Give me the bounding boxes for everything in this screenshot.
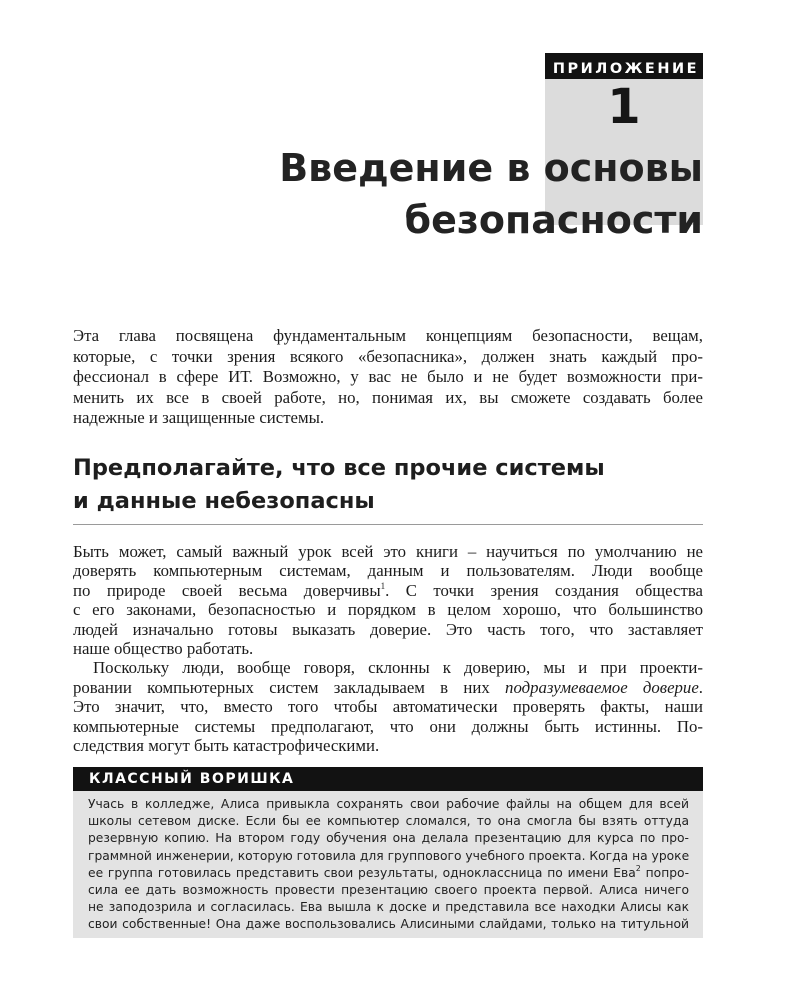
body-line: наше общество работать.	[73, 638, 254, 658]
intro-line: надежные и защищенные системы.	[73, 408, 325, 427]
sidebar-line: резервную копию. На втором году обучения она делала презентацию для курса по про-	[88, 831, 689, 846]
body-line: Поскольку люди, вообще говоря, склонны к доверию, мы и при проекти-	[93, 658, 703, 678]
intro-line: которые, с точки зрения всякого «безопасника», должен знать каждый про-	[73, 346, 703, 366]
sidebar-text	[88, 796, 689, 934]
body-line-text: . С точки зрения создания общества	[385, 580, 703, 600]
intro-line: Эта глава посвящена фундаментальным концепциям безопасности, вещам,	[73, 326, 703, 345]
emphasis-term: подразумеваемое доверие	[505, 677, 699, 697]
intro-line: менить их все в своей работе, но, понимая их, вы сможете создавать более	[73, 387, 703, 407]
chapter-label: ПРИЛОЖЕНИЕ	[552, 61, 699, 77]
body-line: Это значит, что, вместо того чтобы автоматически проверять факты, наши	[73, 697, 703, 717]
body-line-text: ровании компьютерных систем закладываем в них	[73, 677, 506, 697]
section-body	[73, 542, 703, 755]
chapter-number: 1	[607, 79, 641, 135]
sidebar-line	[88, 865, 689, 882]
sidebar-line: граммной инженерии, которую готовила для группового учебного проекта. Когда на уроке	[88, 848, 690, 863]
intro-paragraph	[73, 326, 703, 429]
section-heading-line: и данные небезопасны	[73, 488, 375, 514]
body-line: Быть может, самый важный урок всей это книги – научиться по умолчанию не	[73, 542, 703, 561]
body-line	[73, 678, 703, 697]
body-line: доверять компьютерным системам, данным и пользователям. Люди вообще	[73, 561, 703, 581]
section-heading-line: Предполагайте, что все прочие системы	[73, 455, 605, 481]
body-line: с его законами, безопасностью и порядком в целом хорошо, что большинство	[73, 600, 703, 620]
sidebar-line: школы сетевом диске. Если бы ее компьютер сломался, то она смогла бы взять оттуда	[88, 814, 689, 829]
sidebar-line: свои собственные! Она даже воспользовались Алисиными слайдами, только на титульной	[88, 917, 689, 932]
chapter-title	[143, 142, 703, 246]
sidebar-line: Учась в колледже, Алиса привыкла сохранять свои рабочие файлы на общем для всей	[88, 797, 689, 811]
chapter-title-line: безопасности	[404, 198, 703, 242]
sidebar-title: КЛАССНЫЙ ВОРИШКА	[89, 771, 295, 787]
chapter-title-line: Введение в основы	[279, 146, 703, 190]
section-divider	[73, 524, 703, 525]
sidebar-line-text: попро-	[640, 865, 690, 880]
body-line	[73, 581, 703, 600]
footnote-mark: 2	[635, 863, 641, 873]
body-line: людей изначально готовы выказать доверие. Это часть того, что заставляет	[73, 619, 703, 639]
intro-line: фессионал в сфере ИТ. Возможно, у вас не было и не будет возможности при-	[73, 367, 703, 386]
sidebar-line-text: ее группа готовилась представить свои результаты, одноклассница по имени Ева	[88, 865, 636, 880]
sidebar-line: сила ее дать возможность провести презентацию своего проекта первой. Алиса ничего	[88, 882, 689, 897]
body-line: следствия могут быть катастрофическими.	[73, 735, 380, 755]
body-line: компьютерные системы предполагают, что они должны быть истинны. По-	[73, 716, 703, 736]
footnote-mark: 1	[380, 580, 386, 591]
section-heading	[73, 452, 703, 518]
sidebar-line: не заподозрила и согласилась. Ева вышла к доске и представила все находки Алисы как	[88, 900, 689, 915]
body-line-text: .	[698, 677, 703, 697]
body-line-text: по природе своей весьма доверчивы	[73, 580, 381, 600]
